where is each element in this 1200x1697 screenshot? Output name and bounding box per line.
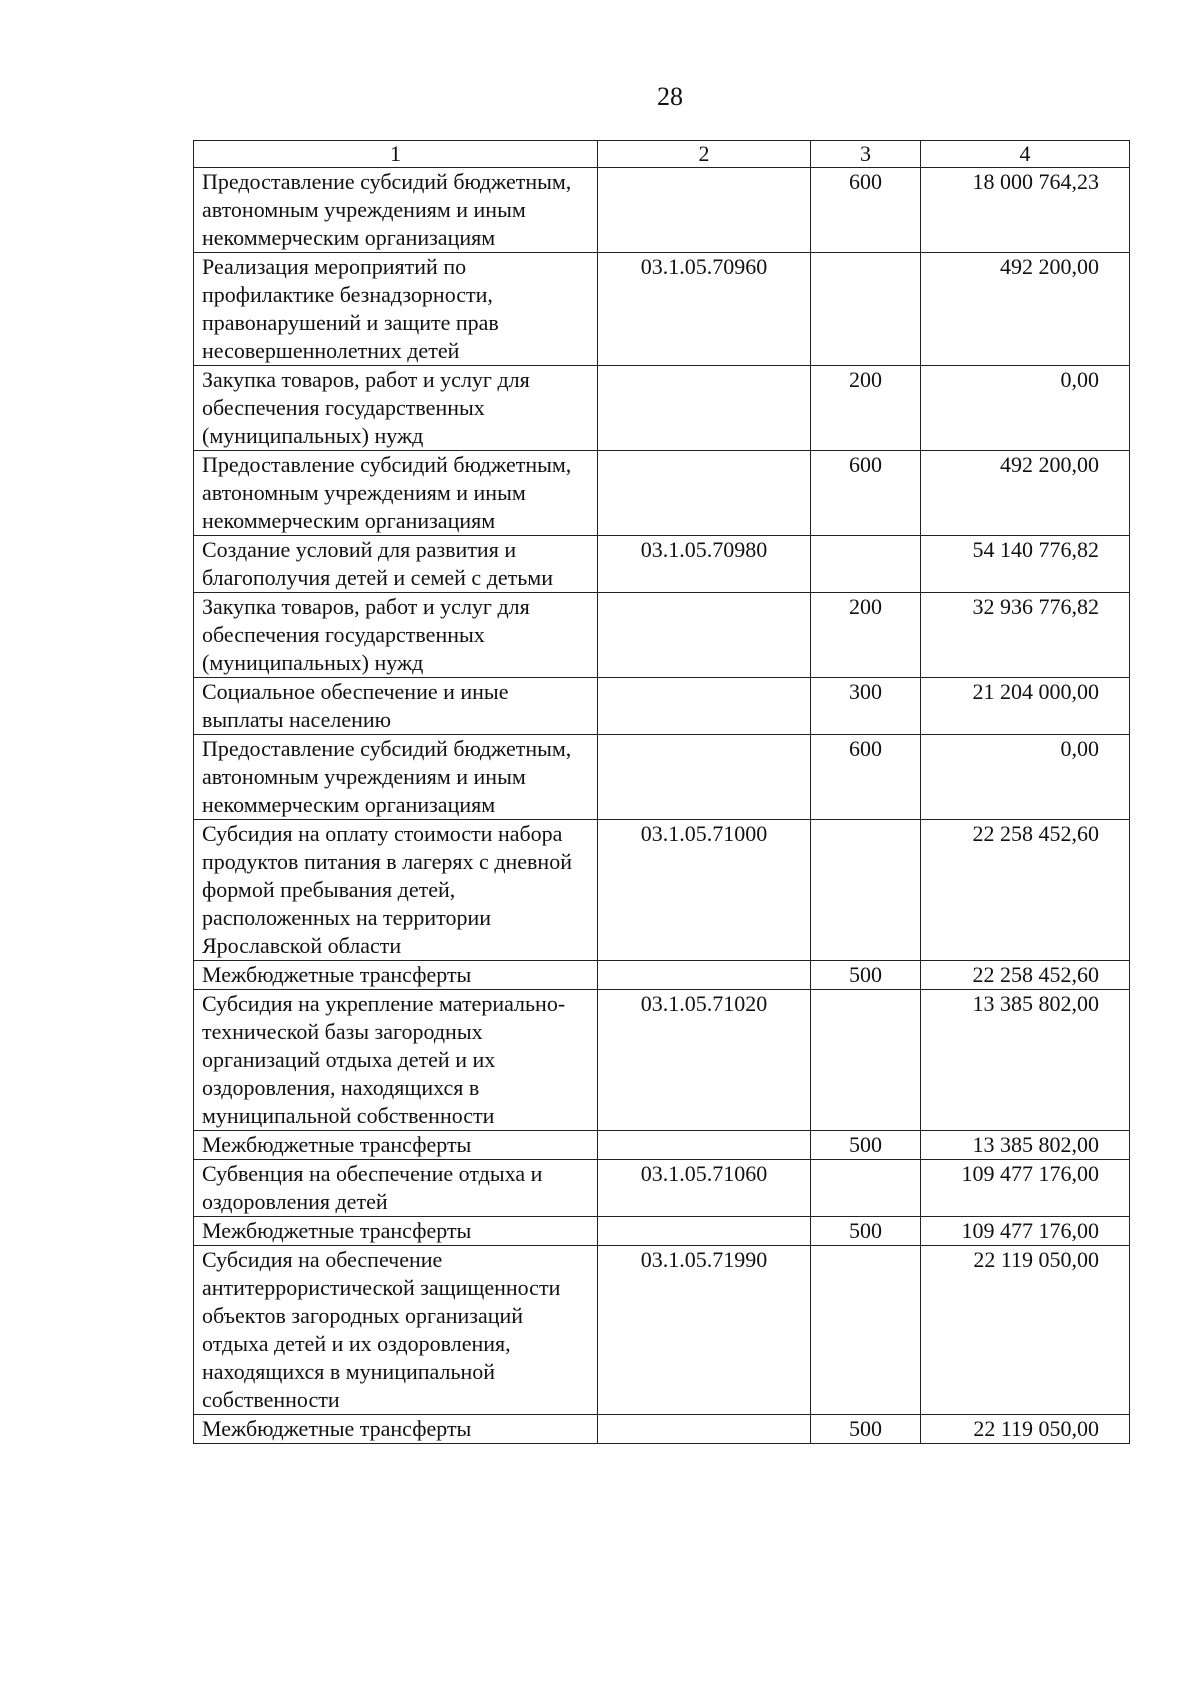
row-type-cell	[811, 1160, 921, 1217]
row-type-cell: 500	[811, 961, 921, 990]
row-amount-cell: 13 385 802,00	[921, 1131, 1130, 1160]
table-row	[194, 366, 1130, 451]
row-type-cell: 200	[811, 366, 921, 451]
page-number: 28	[657, 82, 683, 111]
row-type-cell	[811, 820, 921, 961]
row-code-cell: 03.1.05.71060	[598, 1160, 811, 1217]
budget-table	[193, 140, 1130, 1444]
row-amount-cell: 492 200,00	[921, 451, 1130, 536]
row-code-cell	[598, 1415, 811, 1444]
row-name-cell: Субсидия на оплату стоимости набора продуктов питания в лагерях с дневной формой пребывания детей, расположенных на территории Ярославской области	[194, 820, 598, 961]
row-name-cell: Социальное обеспечение и иные выплаты населению	[194, 678, 598, 735]
row-name-cell: Закупка товаров, работ и услуг для обеспечения государственных (муниципальных) нужд	[194, 593, 598, 678]
row-code-cell: 03.1.05.71020	[598, 990, 811, 1131]
table-row	[194, 1131, 1130, 1160]
row-name-cell: Межбюджетные трансферты	[194, 1217, 598, 1246]
row-type-cell: 500	[811, 1415, 921, 1444]
row-name-cell: Субсидия на укрепление материально-технической базы загородных организаций отдыха детей и их оздоровления, находящихся в муниципальной собственности	[194, 990, 598, 1131]
table-row	[194, 451, 1130, 536]
row-code-cell	[598, 168, 811, 253]
row-name-cell: Субсидия на обеспечение антитеррористической защищенности объектов загородных организаций отдыха детей и их оздоровления, находящихся в муниципальной собственности	[194, 1246, 598, 1415]
row-name-cell: Межбюджетные трансферты	[194, 1415, 598, 1444]
header-row	[194, 141, 1130, 168]
table-row	[194, 1246, 1130, 1415]
row-type-cell: 600	[811, 168, 921, 253]
table-body	[194, 168, 1130, 1444]
row-name-cell: Межбюджетные трансферты	[194, 961, 598, 990]
table-row	[194, 961, 1130, 990]
row-code-cell: 03.1.05.70980	[598, 536, 811, 593]
row-code-cell	[598, 735, 811, 820]
row-code-cell	[598, 1131, 811, 1160]
row-code-cell	[598, 678, 811, 735]
row-type-cell: 500	[811, 1217, 921, 1246]
table-row	[194, 593, 1130, 678]
column-header-4: 4	[921, 141, 1130, 168]
row-amount-cell: 18 000 764,23	[921, 168, 1130, 253]
row-name-cell: Субвенция на обеспечение отдыха и оздоровления детей	[194, 1160, 598, 1217]
row-amount-cell: 109 477 176,00	[921, 1160, 1130, 1217]
row-amount-cell: 0,00	[921, 735, 1130, 820]
row-code-cell: 03.1.05.70960	[598, 253, 811, 366]
row-amount-cell: 109 477 176,00	[921, 1217, 1130, 1246]
row-code-cell	[598, 451, 811, 536]
row-code-cell: 03.1.05.71990	[598, 1246, 811, 1415]
column-header-1: 1	[194, 141, 598, 168]
table-header	[194, 141, 1130, 168]
column-header-3: 3	[811, 141, 921, 168]
row-type-cell: 500	[811, 1131, 921, 1160]
table-row	[194, 1217, 1130, 1246]
table-row	[194, 735, 1130, 820]
row-type-cell: 600	[811, 451, 921, 536]
row-type-cell	[811, 536, 921, 593]
row-code-cell	[598, 961, 811, 990]
table-row	[194, 168, 1130, 253]
row-amount-cell: 32 936 776,82	[921, 593, 1130, 678]
row-amount-cell: 22 258 452,60	[921, 820, 1130, 961]
row-code-cell	[598, 1217, 811, 1246]
row-name-cell: Предоставление субсидий бюджетным, автономным учреждениям и иным некоммерческим организациям	[194, 168, 598, 253]
row-type-cell	[811, 253, 921, 366]
row-amount-cell: 22 119 050,00	[921, 1246, 1130, 1415]
table-row	[194, 536, 1130, 593]
row-name-cell: Закупка товаров, работ и услуг для обеспечения государственных (муниципальных) нужд	[194, 366, 598, 451]
row-amount-cell: 22 258 452,60	[921, 961, 1130, 990]
table-row	[194, 820, 1130, 961]
row-type-cell: 200	[811, 593, 921, 678]
row-name-cell: Предоставление субсидий бюджетным, автономным учреждениям и иным некоммерческим организациям	[194, 451, 598, 536]
row-amount-cell: 21 204 000,00	[921, 678, 1130, 735]
row-amount-cell: 22 119 050,00	[921, 1415, 1130, 1444]
table-row	[194, 990, 1130, 1131]
table-row	[194, 678, 1130, 735]
row-amount-cell: 492 200,00	[921, 253, 1130, 366]
row-name-cell: Создание условий для развития и благополучия детей и семей с детьми	[194, 536, 598, 593]
row-name-cell: Предоставление субсидий бюджетным, автономным учреждениям и иным некоммерческим организациям	[194, 735, 598, 820]
table-row	[194, 1160, 1130, 1217]
row-code-cell: 03.1.05.71000	[598, 820, 811, 961]
table-row	[194, 253, 1130, 366]
row-amount-cell: 0,00	[921, 366, 1130, 451]
column-header-2: 2	[598, 141, 811, 168]
table-row	[194, 1415, 1130, 1444]
row-code-cell	[598, 366, 811, 451]
row-amount-cell: 13 385 802,00	[921, 990, 1130, 1131]
row-type-cell: 600	[811, 735, 921, 820]
row-name-cell: Межбюджетные трансферты	[194, 1131, 598, 1160]
row-type-cell	[811, 990, 921, 1131]
row-amount-cell: 54 140 776,82	[921, 536, 1130, 593]
row-type-cell	[811, 1246, 921, 1415]
row-code-cell	[598, 593, 811, 678]
row-name-cell: Реализация мероприятий по профилактике безнадзорности, правонарушений и защите прав несовершеннолетних детей	[194, 253, 598, 366]
row-type-cell: 300	[811, 678, 921, 735]
